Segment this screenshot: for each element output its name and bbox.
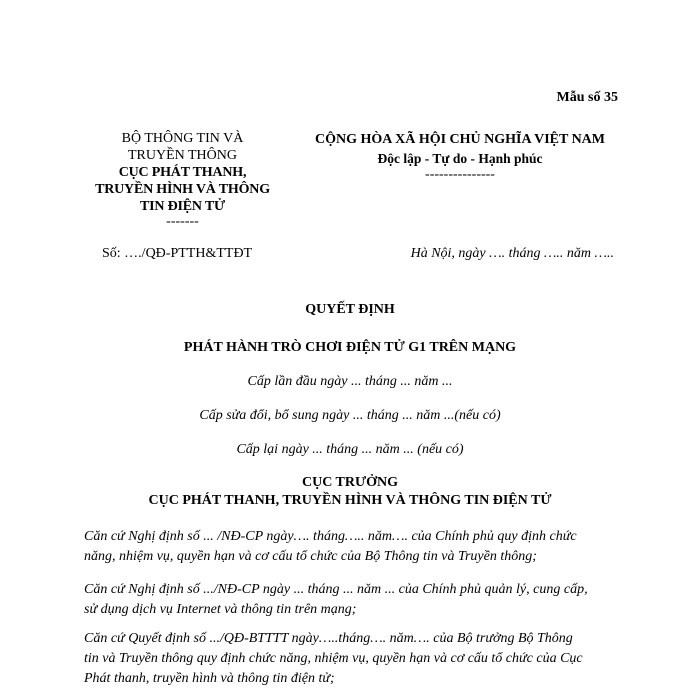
ministry-name-line1: BỘ THÔNG TIN VÀ: [121, 131, 244, 146]
legal-basis-line: năng, nhiệm vụ, quyền hạn và cơ cấu tổ chức của Bộ Thông tin và Truyền thông;: [84, 549, 537, 564]
place-and-date: Hà Nội, ngày …. tháng ….. năm …..: [410, 246, 614, 261]
issuing-agency-header: [80, 130, 285, 229]
issuing-authority: [0, 474, 700, 510]
legal-basis-paragraph: [84, 629, 624, 689]
authority-title: CỤC TRƯỞNG: [301, 475, 399, 490]
ministry-name-line2: TRUYỀN THÔNG: [127, 148, 237, 163]
legal-basis-line: Phát thanh, truyền hình và thông tin điện tử;: [84, 671, 335, 686]
form-number: Mẫu số 35: [556, 90, 618, 105]
agency-divider: -------: [166, 214, 199, 229]
legal-basis-line: Căn cứ Nghị định số ... /NĐ-CP ngày…. tháng….. năm…. của Chính phủ quy định chức: [84, 529, 577, 544]
legal-basis-line: tin và Truyền thông quy định chức năng, nhiệm vụ, quyền hạn và cơ cấu tổ chức của Cục: [84, 651, 583, 666]
country-name: CỘNG HÒA XÃ HỘI CHỦ NGHĨA VIỆT NAM: [314, 132, 605, 147]
department-name-line2: TRUYỀN HÌNH VÀ THÔNG: [95, 182, 270, 197]
legal-basis-line: Căn cứ Nghị định số .../NĐ-CP ngày ... tháng ... năm ... của Chính phủ quản lý, cung cấp,: [84, 582, 588, 597]
national-header: [290, 130, 630, 182]
motto-divider: ---------------: [425, 167, 495, 182]
legal-basis-paragraph: [84, 580, 624, 620]
issue-line-first: Cấp lần đầu ngày ... tháng ... năm ...: [247, 374, 453, 389]
national-motto: Độc lập - Tự do - Hạnh phúc: [377, 151, 543, 166]
legal-basis-line: Căn cứ Quyết định số .../QĐ-BTTTT ngày…..tháng…. năm…. của Bộ trưởng Bộ Thông: [84, 631, 573, 646]
authority-department: CỤC PHÁT THANH, TRUYỀN HÌNH VÀ THÔNG TIN ĐIỆN TỬ: [148, 493, 552, 508]
issue-line-amended: Cấp sửa đổi, bổ sung ngày ... tháng ... năm ...(nếu có): [199, 408, 501, 423]
department-name-line3: TIN ĐIỆN TỬ: [140, 199, 225, 214]
legal-basis-paragraph: [84, 527, 624, 567]
department-name-line1: CỤC PHÁT THANH,: [118, 165, 247, 180]
issue-line-reissued: Cấp lại ngày ... tháng ... năm ... (nếu có): [236, 442, 464, 457]
document-subtitle: PHÁT HÀNH TRÒ CHƠI ĐIỆN TỬ G1 TRÊN MẠNG: [183, 340, 517, 355]
document-title: QUYẾT ĐỊNH: [305, 302, 395, 317]
legal-basis-line: sử dụng dịch vụ Internet và thông tin trên mạng;: [84, 602, 357, 617]
document-number: Số: …./QĐ-PTTH&TTĐT: [102, 246, 253, 261]
